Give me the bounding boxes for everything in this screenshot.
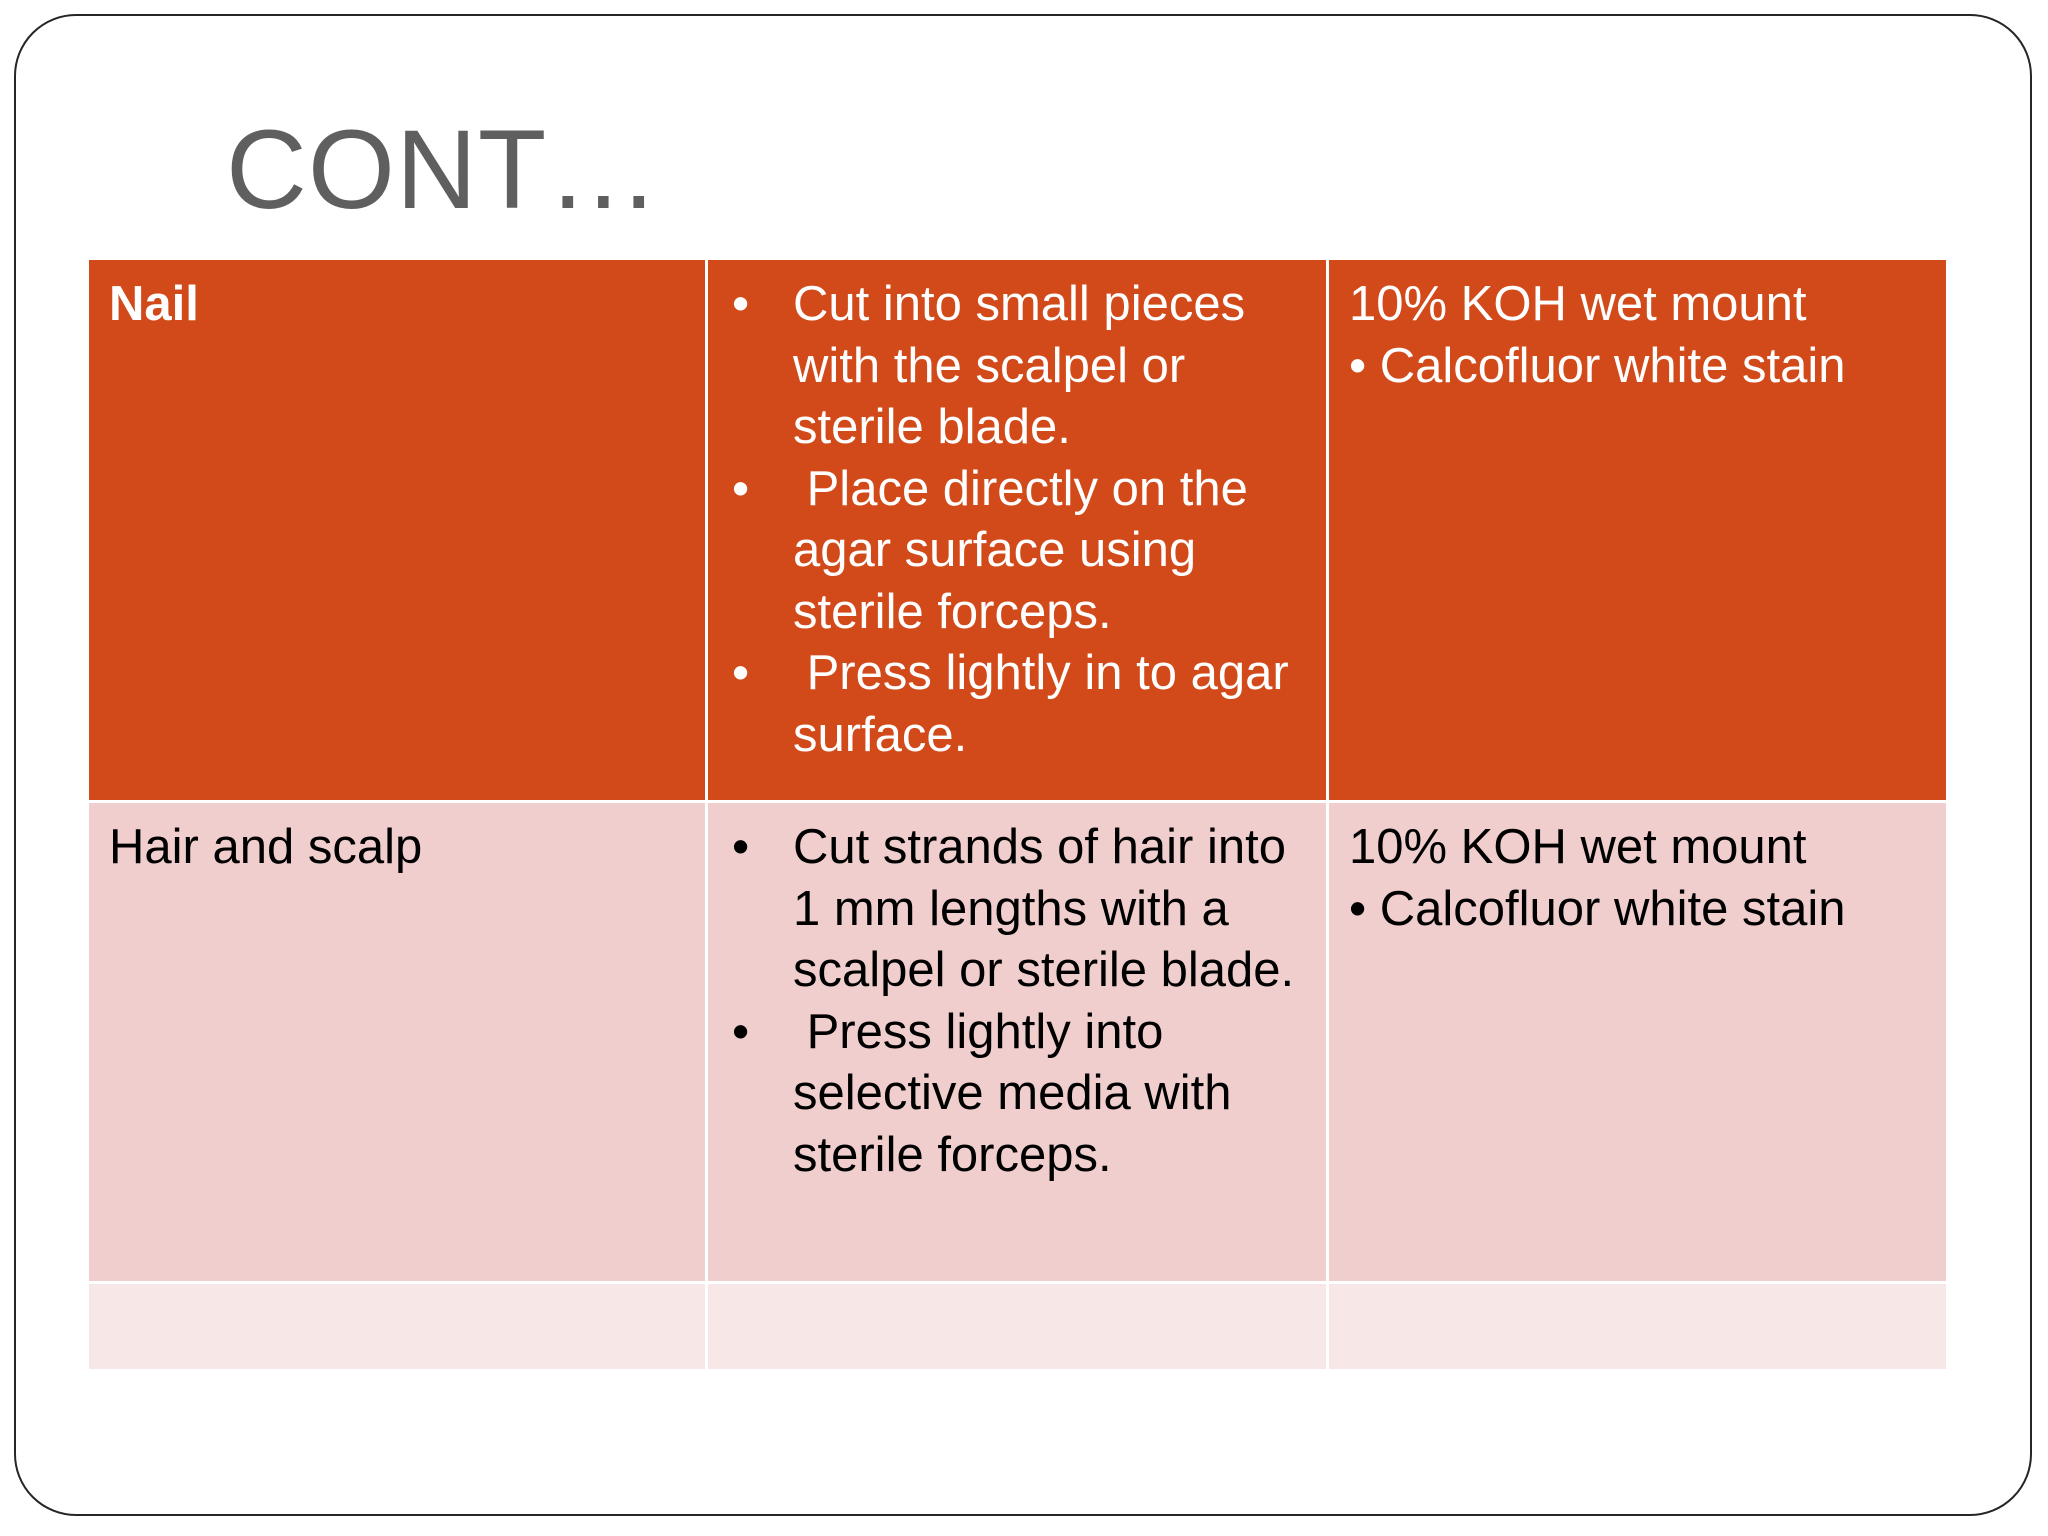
step-text: Cut into small pieces with the scalpel or sterile blade. [793, 277, 1246, 454]
empty-cell [707, 1283, 1328, 1371]
processing-steps-list [728, 817, 1306, 1186]
specimen-label: Nail [109, 277, 199, 331]
table-row-empty [88, 1283, 1948, 1371]
specimen-label-cell [88, 259, 707, 802]
step-text: Place directly on the agar surface using sterile forceps. [793, 461, 1262, 639]
specimen-table [86, 257, 1949, 1372]
list-item [728, 1002, 1306, 1187]
table-row-nail [88, 259, 1948, 802]
tests-cell [1328, 259, 1948, 802]
table-row-hair-and-scalp [88, 802, 1948, 1283]
step-text: Cut strands of hair into 1 mm lengths with a scalpel or sterile blade. [793, 820, 1295, 997]
specimen-label-cell [88, 802, 707, 1283]
empty-cell [88, 1283, 707, 1371]
test-line: 10% KOH wet mount [1349, 277, 1807, 331]
list-item [728, 643, 1306, 766]
bullet-icon: • [732, 461, 750, 516]
slide-title: CONT… [226, 107, 661, 232]
list-item [728, 817, 1306, 1002]
test-line: • Calcofluor white stain [1349, 338, 1846, 393]
processing-steps-cell [707, 259, 1328, 802]
processing-steps-list [728, 274, 1306, 766]
step-text: Press lightly into selective media with sterile forceps. [793, 1004, 1246, 1182]
bullet-icon: • [732, 277, 750, 331]
list-item [728, 274, 1306, 459]
tests-cell [1328, 802, 1948, 1283]
processing-steps-cell [707, 802, 1328, 1283]
list-item [728, 459, 1306, 644]
test-line: • Calcofluor white stain [1349, 881, 1846, 936]
empty-cell [1328, 1283, 1948, 1371]
bullet-icon: • [732, 646, 750, 700]
bullet-icon: • [732, 820, 750, 874]
step-text: Press lightly in to agar surface. [793, 646, 1303, 762]
bullet-icon: • [732, 1004, 750, 1059]
test-line: 10% KOH wet mount [1349, 820, 1807, 874]
specimen-label: Hair and scalp [109, 820, 423, 874]
